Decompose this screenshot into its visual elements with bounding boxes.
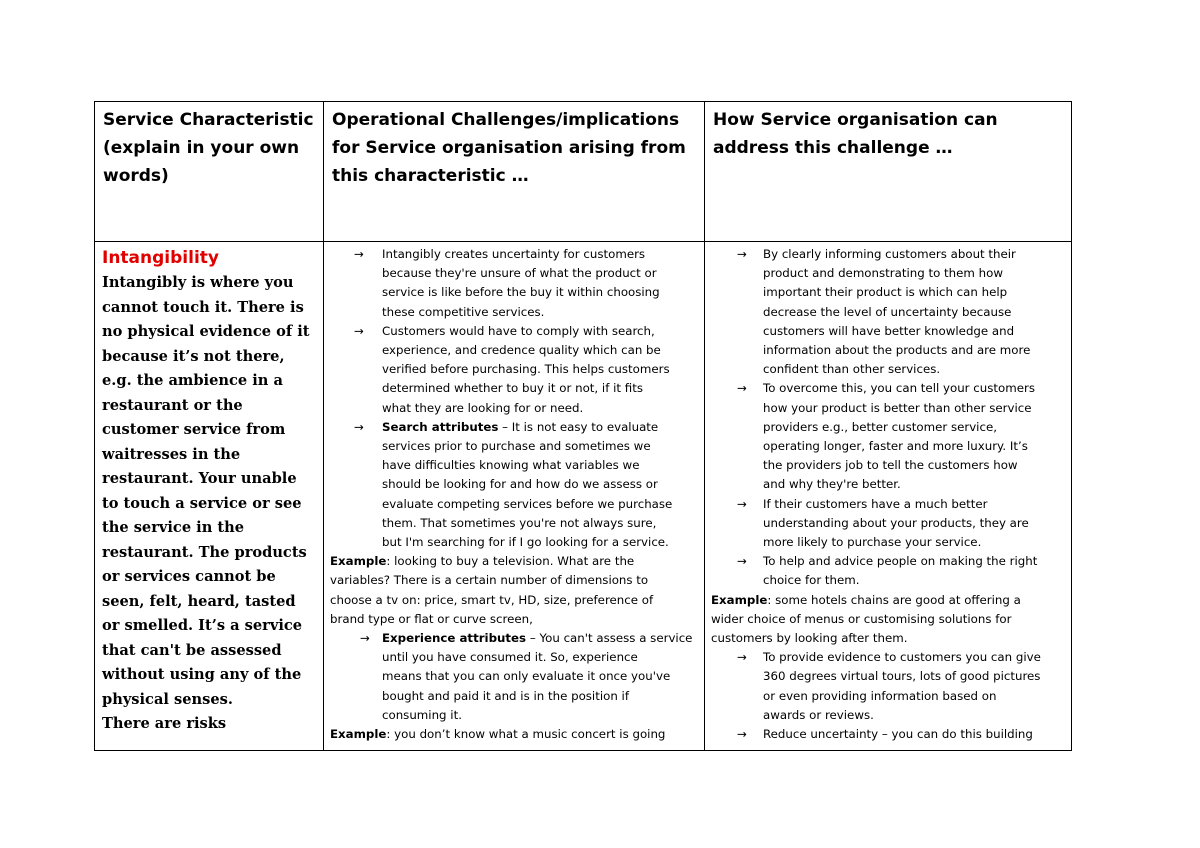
example-paragraph <box>330 725 698 744</box>
bullet-text: Reduce uncertainty – you can do this building <box>763 727 1033 742</box>
search-attributes-label: Search attributes <box>382 419 499 434</box>
header-how-to-address: How Service organisation can address this challenge … <box>705 102 1072 242</box>
example-label: Example <box>711 592 768 607</box>
bullet-text: Customers would have to comply with search, experience, and credence quality which can be verified before purchasing. This helps customers determined whether to buy it or not, if it fits what they are looking for or need. <box>382 323 670 415</box>
arrow-bullet-icon: → <box>737 247 747 261</box>
arrow-bullet-icon: → <box>360 631 370 646</box>
experience-attributes-text: – You can't assess a service until you have consumed it. So, experience means that you can only evaluate it once you've bought and paid it and is in the position if consuming it. <box>382 631 693 722</box>
bullet-text: To overcome this, you can tell your customers how your product is better than other service providers e.g., better customer service, operating longer, faster and more luxury. It’s the providers job to tell the customers how and why they're better. <box>763 381 1035 492</box>
bullet-item <box>711 725 1065 744</box>
arrow-bullet-icon: → <box>737 554 747 569</box>
bullet-text <box>382 629 698 725</box>
arrow-bullet-icon: → <box>737 496 747 511</box>
characteristic-description: Intangibly is where you cannot touch it. There is no physical evidence of it because it’s not there, e.g. the ambience in a restaurant or the customer service from waitresses in the restaurant. Your unable to touch a service or see the service in the restaurant. The products or services cannot be seen, felt, heard, tasted or smelled. It’s a service that can't be assessed without using any of the physical senses. There are risks <box>102 274 310 732</box>
example-label: Example <box>330 727 387 742</box>
arrow-bullet-icon: → <box>354 323 364 338</box>
arrow-bullet-icon: → <box>354 419 364 434</box>
bullet-text: To help and advice people on making the right choice for them. <box>763 554 1038 588</box>
bullet-item <box>330 245 698 322</box>
bullet-item <box>330 418 698 552</box>
bullet-text: To provide evidence to customers you can give 360 degrees virtual tours, lots of good pictures or even providing information based on awards or reviews. <box>763 650 1041 722</box>
arrow-bullet-icon: → <box>737 727 747 742</box>
bullet-item <box>711 495 1065 553</box>
header-operational-challenges: Operational Challenges/implications for Service organisation arising from this characteristic … <box>324 102 705 242</box>
characteristic-cell <box>95 242 324 751</box>
example-text: : some hotels chains are good at offering a wider choice of menus or customising solutions for customers by looking after them. <box>711 592 1021 646</box>
bullet-item <box>330 629 698 725</box>
arrow-bullet-icon: → <box>737 650 747 665</box>
experience-attributes-label: Experience attributes <box>382 631 527 646</box>
bullet-item <box>711 379 1065 494</box>
arrow-bullet-icon: → <box>354 247 364 261</box>
search-attributes-text: – It is not easy to evaluate services prior to purchase and sometimes we have difficulties knowing what variables we should be looking for and how do we assess or evaluate competing services before we purchase them. That sometimes you're not always sure, but I'm searching for if I go looking for a service. <box>382 419 673 550</box>
example-label: Example <box>330 554 387 569</box>
bullet-item <box>330 322 698 418</box>
intangibility-row <box>95 242 1072 751</box>
example-paragraph <box>711 591 1065 649</box>
header-row <box>95 102 1072 242</box>
example-paragraph <box>330 552 698 629</box>
bullet-item <box>711 552 1065 590</box>
header-service-characteristic: Service Characteristic (explain in your own words) <box>95 102 324 242</box>
arrow-bullet-icon: → <box>737 381 747 396</box>
characteristics-table <box>94 101 1072 751</box>
bullet-text: Intangibly creates uncertainty for customers because they're unsure of what the product or service is like before the buy it within choosing these competitive services. <box>382 247 660 319</box>
example-text: : looking to buy a television. What are the variables? There is a certain number of dimensions to choose a tv on: price, smart tv, HD, size, preference of brand type or flat or curve screen, <box>330 554 654 626</box>
bullet-item <box>711 245 1065 379</box>
bullet-text: By clearly informing customers about their product and demonstrating to them how important their product is which can help decrease the level of uncertainty because customers will have better knowledge and information about the products and are more confident than other services. <box>763 247 1031 377</box>
bullet-text <box>382 418 698 552</box>
solutions-cell <box>705 242 1072 751</box>
characteristic-title: Intangibility <box>102 248 219 268</box>
challenges-cell <box>324 242 705 751</box>
bullet-text: If their customers have a much better understanding about your products, they are more likely to purchase your service. <box>763 496 1029 550</box>
example-text: : you don’t know what a music concert is going <box>386 727 666 742</box>
bullet-item <box>711 648 1065 725</box>
